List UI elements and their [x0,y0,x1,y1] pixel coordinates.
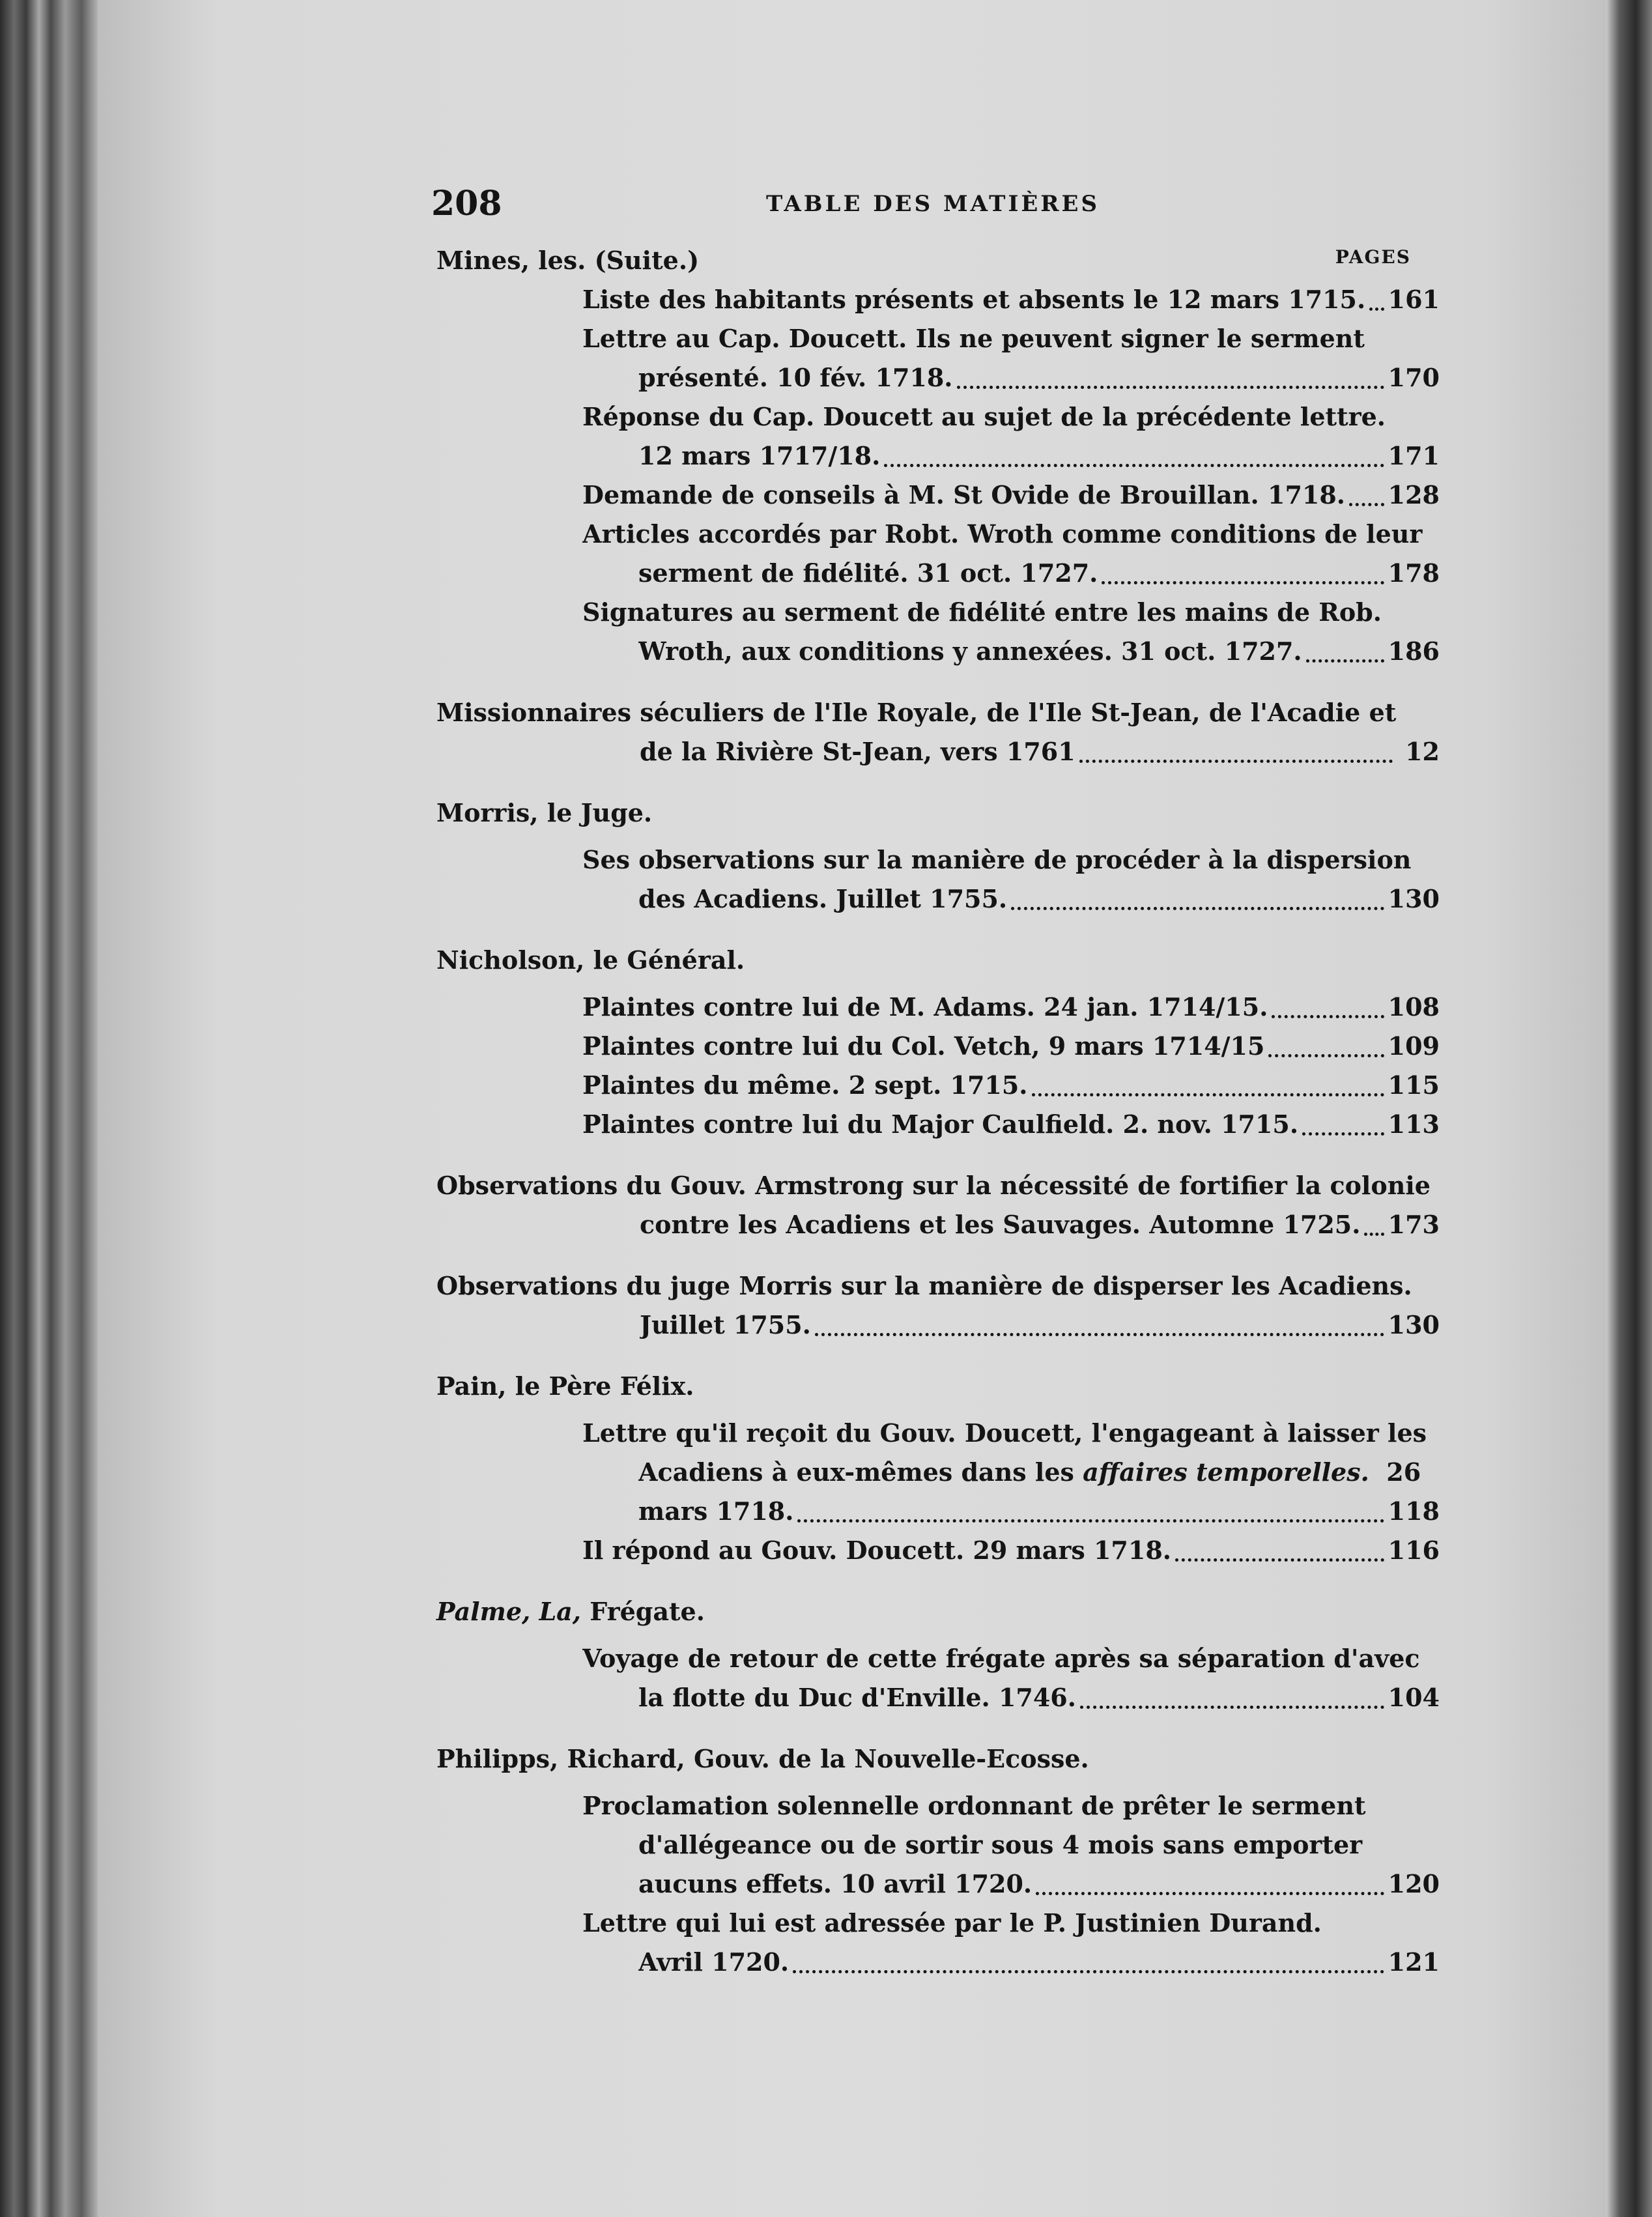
sub-entry: Plaintes du même. 2 sept. 1715. 115 [582,1066,1440,1105]
pages-column-label: PAGES [1335,246,1411,268]
page-ref: 186 [1388,636,1440,666]
page-ref: 161 [1388,285,1440,314]
page-ref: 130 [1388,884,1440,913]
entry-heading: Observations du Gouv. Armstrong sur la nécessité de fortifier la colonie contre les Acadiens et les Sauvages. Automne 1725. 173 [436,1166,1440,1244]
page-ref: 115 [1388,1070,1440,1100]
page-ref: 120 [1388,1869,1440,1898]
sub-entry: Proclamation solennelle ordonnant de prêter le serment d'allégeance ou de sortir sous 4 mois sans emporter aucuns effets. 10 avril 1720. 120 [582,1786,1440,1904]
page-ref: 118 [1388,1496,1440,1526]
table-of-contents [436,241,1440,1982]
entry-heading: Missionnaires séculiers de l'Ile Royale, de l'Ile St-Jean, de l'Acadie et de la Rivière St-Jean, vers 1761 12 [436,693,1440,771]
page-ref: 109 [1388,1031,1440,1061]
sub-entry: Plaintes contre lui du Col. Vetch, 9 mars 1714/15 109 [582,1027,1440,1066]
running-title: TABLE DES MATIÈRES [765,191,1100,217]
book-binding-edge [0,0,98,2217]
entry-heading: Observations du juge Morris sur la manière de disperser les Acadiens. Juillet 1755. 130 [436,1266,1440,1345]
sub-entry: Lettre qu'il reçoit du Gouv. Doucett, l'engageant à laisser les Acadiens à eux-mêmes dans les affaires temporelles. 26 mars 1718. 118 [582,1414,1440,1531]
entry-heading: Palme, La, Frégate. [436,1597,705,1626]
page-right-edge [1606,0,1652,2217]
page-ref: 178 [1388,558,1440,588]
page-ref: 128 [1388,480,1440,509]
entry-heading: Pain, le Père Félix. [436,1371,694,1401]
sub-entry: Plaintes contre lui du Major Caulfield. 2. nov. 1715. 113 [582,1105,1440,1144]
sub-entry: Il répond au Gouv. Doucett. 29 mars 1718. 116 [582,1531,1440,1570]
sub-entry: Liste des habitants présents et absents le 12 mars 1715. 161 [582,280,1440,319]
page-ref: 130 [1388,1310,1440,1339]
sub-entry: Lettre qui lui est adressée par le P. Justinien Durand. Avril 1720. 121 [582,1904,1440,1982]
page-ref: 116 [1388,1536,1440,1565]
page-ref: 12 [1405,737,1440,766]
entry-heading: Morris, le Juge. [436,798,653,827]
page-ref: 170 [1388,363,1440,392]
page-ref: 121 [1388,1947,1440,1977]
sub-entry: Lettre au Cap. Doucett. Ils ne peuvent signer le serment présenté. 10 fév. 1718. 170 [582,319,1440,397]
sub-entry: Signatures au serment de fidélité entre les mains de Rob. Wroth, aux conditions y annexées. 31 oct. 1727. 186 [582,593,1440,671]
page-number: 208 [431,184,502,223]
page-ref: 171 [1388,441,1440,470]
sub-entry: Ses observations sur la manière de procéder à la dispersion des Acadiens. Juillet 1755. 130 [582,840,1440,919]
entry-heading: Nicholson, le Général. [436,945,745,975]
page-ref: 113 [1388,1109,1440,1139]
sub-entry: Articles accordés par Robt. Wroth comme conditions de leur serment de fidélité. 31 oct. 1727. 178 [582,515,1440,593]
sub-entry: Voyage de retour de cette frégate après sa séparation d'avec la flotte du Duc d'Enville. 1746. 104 [582,1639,1440,1717]
entry-heading: Mines, les. (Suite.) [436,246,700,275]
page-ref: 108 [1388,992,1440,1022]
page-ref: 173 [1388,1210,1440,1239]
sub-entry: Demande de conseils à M. St Ovide de Brouillan. 1718. 128 [582,476,1440,515]
sub-entry: Réponse du Cap. Doucett au sujet de la précédente lettre. 12 mars 1717/18. 171 [582,397,1440,476]
page-ref: 104 [1388,1683,1440,1712]
sub-entry: Plaintes contre lui de M. Adams. 24 jan. 1714/15. 108 [582,988,1440,1027]
entry-heading: Philipps, Richard, Gouv. de la Nouvelle-Ecosse. [436,1744,1089,1773]
